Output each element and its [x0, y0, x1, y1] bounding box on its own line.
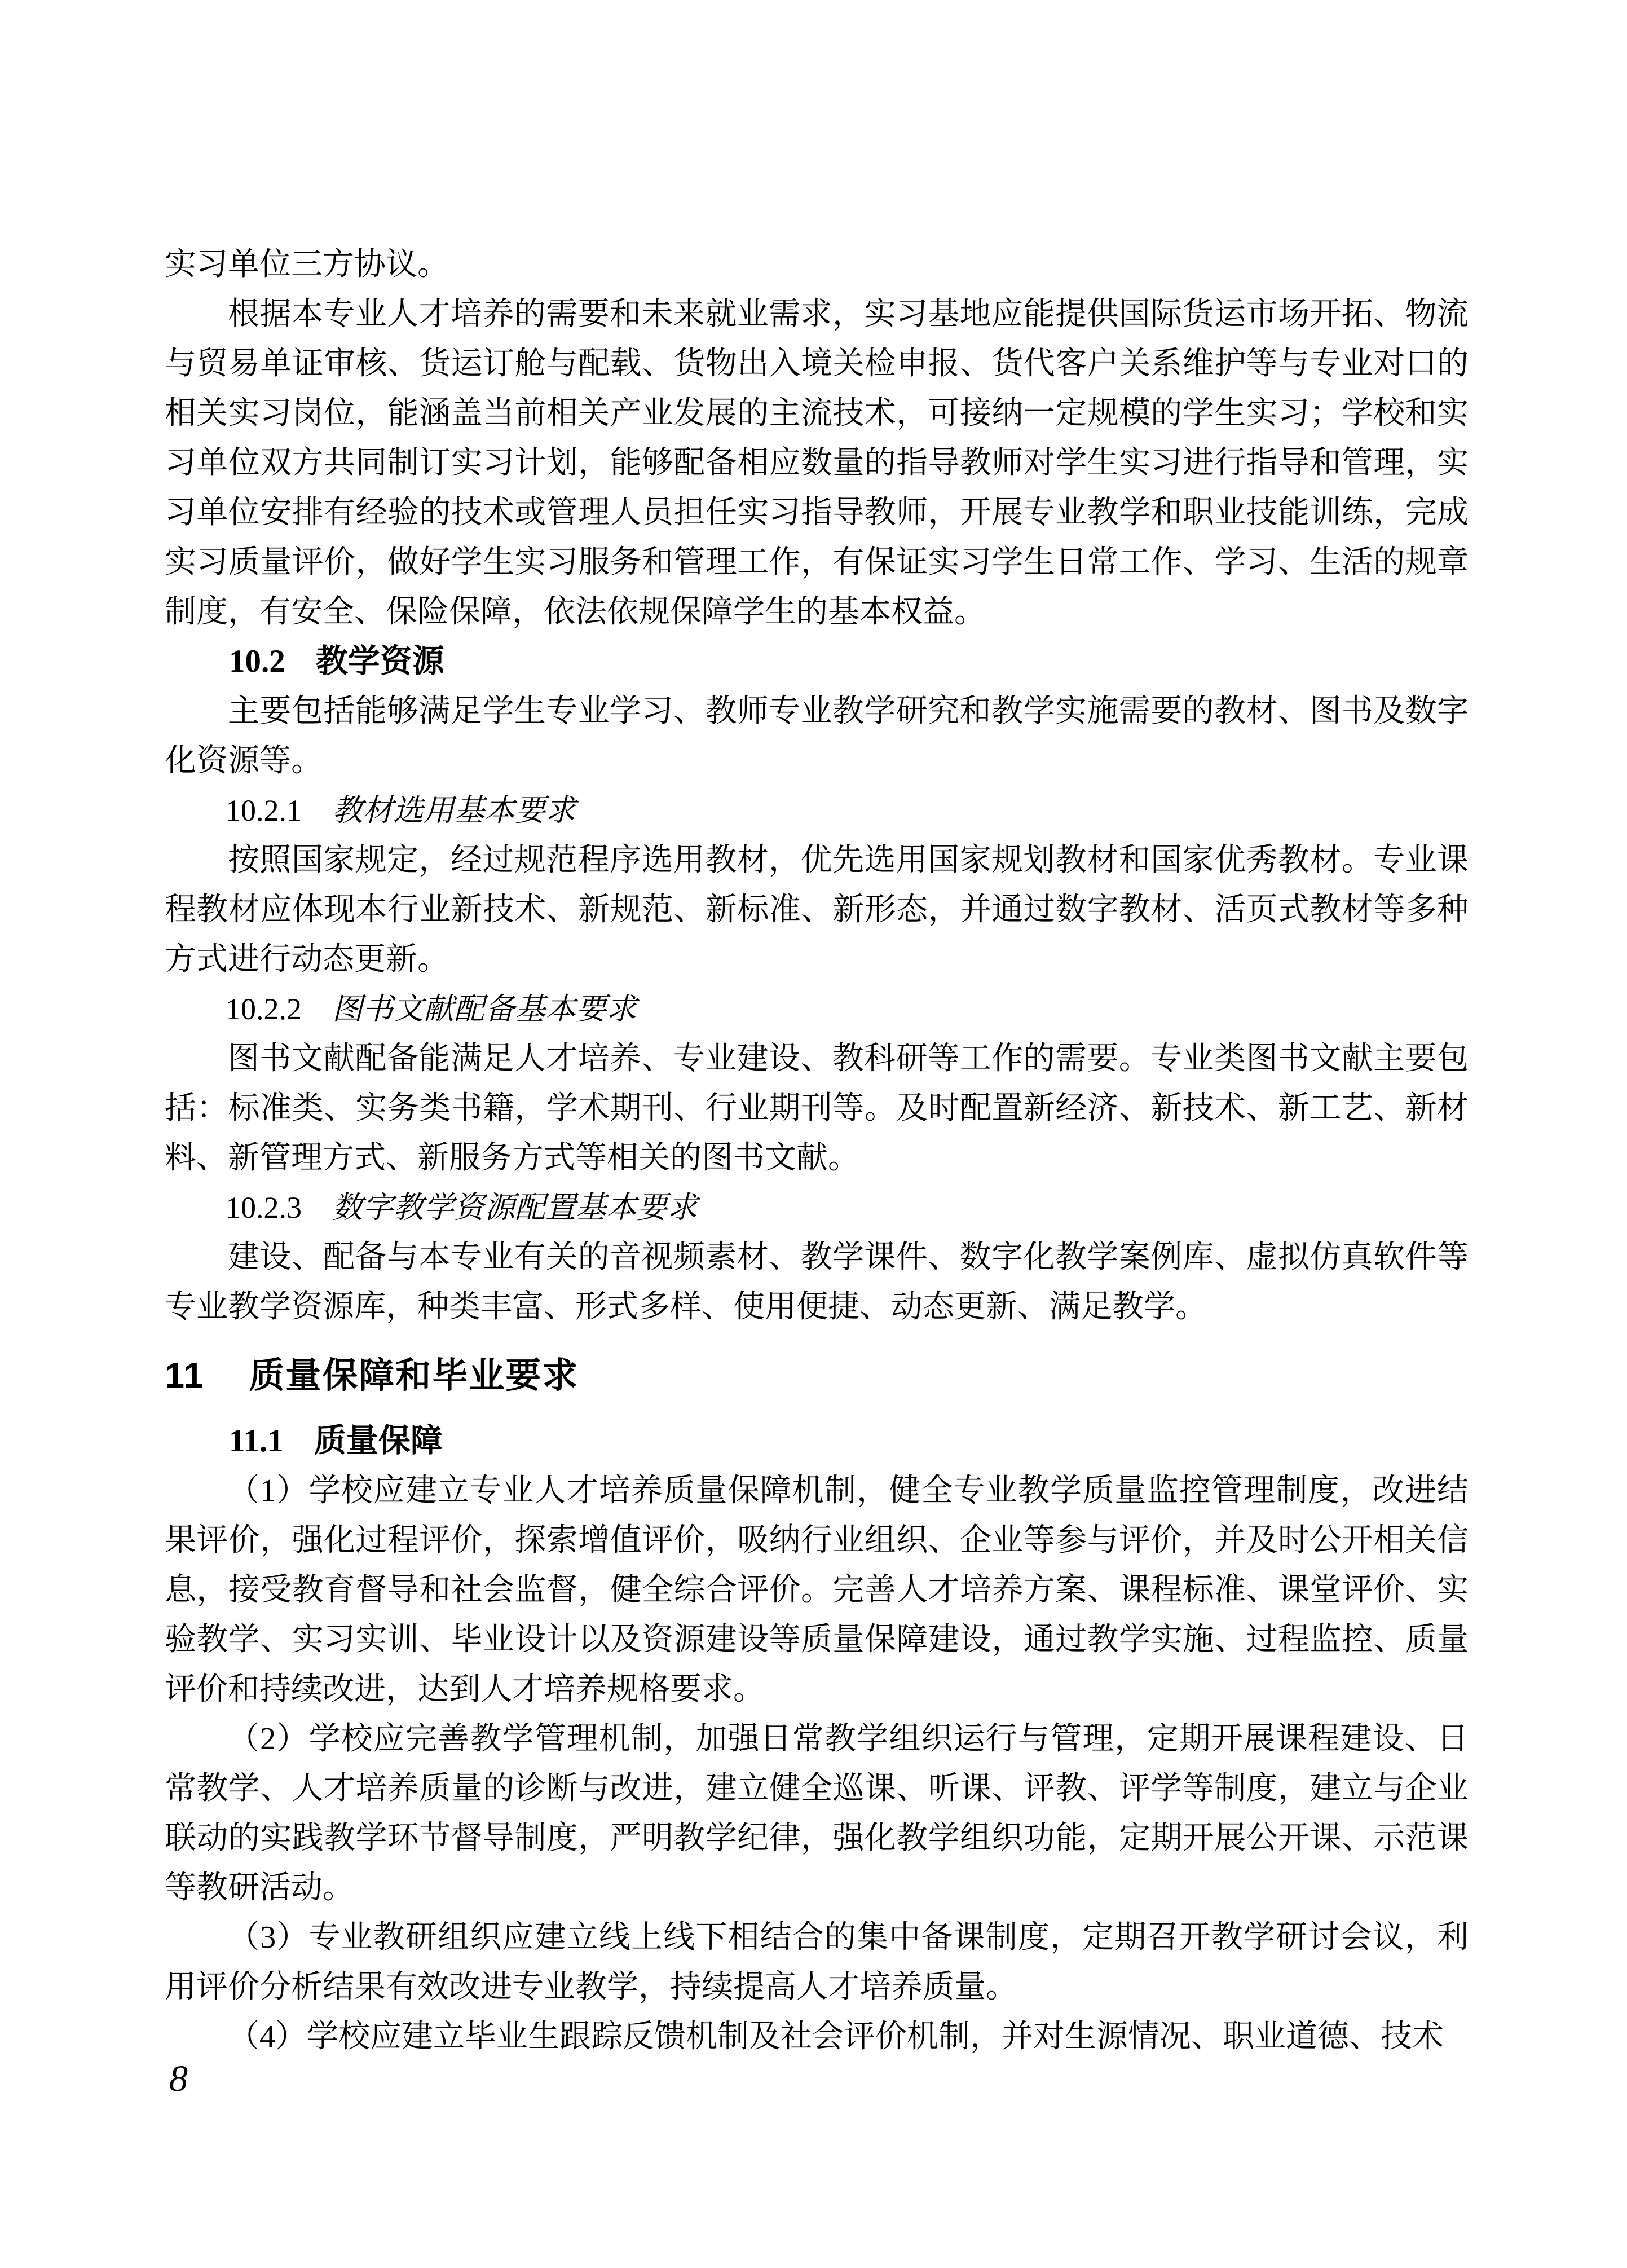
paragraph-quality-item-1: （1）学校应建立专业人才培养质量保障机制，健全专业教学质量监控管理制度，改进结果评价，强化过程评价，探索增值评价，吸纳行业组织、企业等参与评价，并及时公开相关信息，接受教育督导和社会监督，健全综合评价。完善人才培养方案、课程标准、课堂评价、实验教学、实习实训、毕业设计以及资源建设等质量保障建设，通过教学实施、过程监控、质量评价和持续改进，达到人才培养规格要求。	[165, 1473, 1469, 1707]
heading-10-2-teaching-resources	[165, 637, 1469, 686]
heading-title: 质量保障	[314, 1423, 443, 1459]
heading-number: 11.1	[229, 1423, 284, 1459]
page-content	[165, 240, 1469, 2062]
heading-10-2-1-textbook-selection	[165, 786, 1469, 835]
heading-number: 10.2.2	[226, 992, 302, 1026]
paragraph-digital-resource-requirements: 建设、配备与本专业有关的音视频素材、教学课件、数字化教学案例库、虚拟仿真软件等专业教学资源库，种类丰富、形式多样、使用便捷、动态更新、满足教学。	[165, 1240, 1469, 1324]
heading-10-2-3-digital-resources	[165, 1183, 1469, 1232]
heading-11-1-quality-assurance	[165, 1416, 1469, 1466]
heading-title: 教学资源	[315, 644, 444, 679]
paragraph-library-requirements: 图书文献配备能满足人才培养、专业建设、教科研等工作的需要。专业类图书文献主要包括：标准类、实务类书籍，学术期刊、行业期刊等。及时配置新经济、新技术、新工艺、新材料、新管理方式、新服务方式等相关的图书文献。	[165, 1041, 1469, 1175]
paragraph-resources-overview: 主要包括能够满足学生专业学习、教师专业教学研究和教学实施需要的教材、图书及数字化资源等。	[165, 694, 1469, 778]
heading-title: 质量保障和毕业要求	[249, 1356, 579, 1395]
paragraph-quality-item-2: （2）学校应完善教学管理机制，加强日常教学组织运行与管理，定期开展课程建设、日常教学、人才培养质量的诊断与改进，建立健全巡课、听课、评教、评学等制度，建立与企业联动的实践教学环节督导制度，严明教学纪律，强化教学组织功能，定期开展公开课、示范课等教研活动。	[165, 1721, 1469, 1905]
heading-10-2-2-library-literature	[165, 984, 1469, 1034]
heading-number: 10.2.3	[226, 1191, 302, 1225]
paragraph-internship-base-requirements: 根据本专业人才培养的需要和未来就业需求，实习基地应能提供国际货运市场开拓、物流与贸易单证审核、货运订舱与配载、货物出入境关检申报、货代客户关系维护等与专业对口的相关实习岗位，能涵盖当前相关产业发展的主流技术，可接纳一定规模的学生实习；学校和实习单位双方共同制订实习计划，能够配备相应数量的指导教师对学生实习进行指导和管理，实习单位安排有经验的技术或管理人员担任实习指导教师，开展专业教学和职业技能训练，完成实习质量评价，做好学生实习服务和管理工作，有保证实习学生日常工作、学习、生活的规章制度，有安全、保险保障，依法依规保障学生的基本权益。	[165, 297, 1469, 629]
heading-title: 教材选用基本要求	[332, 794, 576, 827]
heading-title: 图书文献配备基本要求	[332, 992, 637, 1026]
paragraph-quality-item-3: （3）专业教研组织应建立线上线下相结合的集中备课制度，定期召开教学研讨会议，利用评价分析结果有效改进专业教学，持续提高人才培养质量。	[165, 1920, 1469, 2005]
heading-number: 11	[165, 1356, 205, 1395]
paragraph-textbook-requirements: 按照国家规定，经过规范程序选用教材，优先选用国家规划教材和国家优秀教材。专业课程教材应体现本行业新技术、新规范、新标准、新形态，并通过数字教材、活页式教材等多种方式进行动态更新。	[165, 843, 1469, 977]
heading-11-quality-assurance-graduation	[165, 1351, 1469, 1401]
heading-title: 数字教学资源配置基本要求	[332, 1191, 698, 1225]
paragraph-quality-item-4: （4）学校应建立毕业生跟踪反馈机制及社会评价机制，并对生源情况、职业道德、技术	[228, 2019, 1444, 2054]
heading-number: 10.2	[229, 644, 285, 679]
paragraph-agreement-continuation: 实习单位三方协议。	[165, 247, 449, 282]
heading-number: 10.2.1	[226, 794, 302, 827]
page-number: 8	[169, 2058, 188, 2099]
